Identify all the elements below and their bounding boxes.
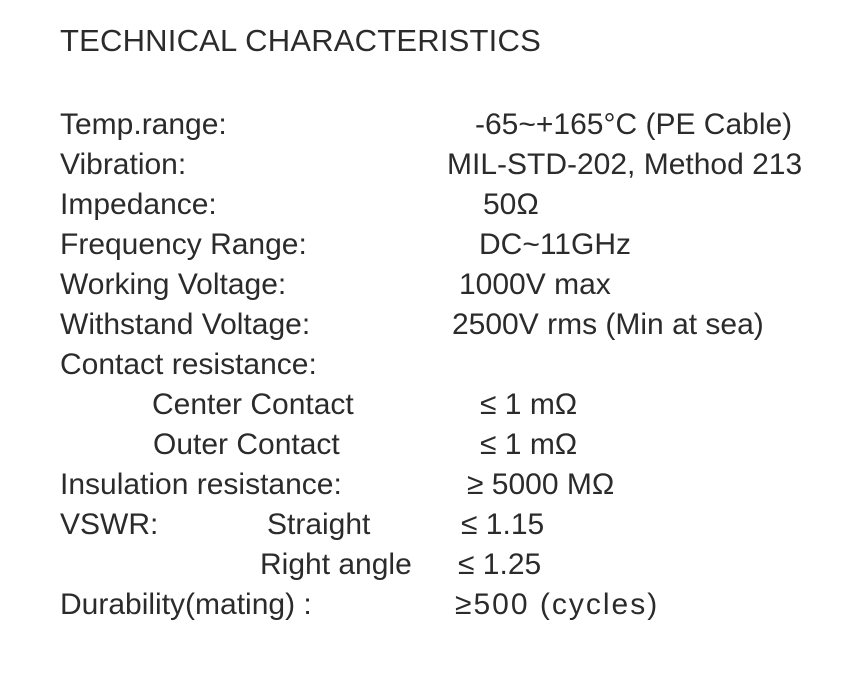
spec-value: ≥ 5000 MΩ (467, 468, 615, 501)
spec-value: MIL-STD-202, Method 213 (447, 148, 803, 181)
spec-row-working-voltage (0, 265, 847, 305)
spec-list (0, 105, 847, 625)
spec-value: DC~11GHz (479, 228, 631, 261)
spec-row-frequency-range (0, 225, 847, 265)
spec-value: ≤ 1 mΩ (480, 428, 578, 461)
spec-row-insulation-resistance (0, 465, 847, 505)
spec-value: ≤ 1 mΩ (480, 388, 578, 421)
spec-label: Frequency Range: (60, 228, 307, 261)
page-title: TECHNICAL CHARACTERISTICS (60, 23, 541, 58)
spec-row-vibration (0, 145, 847, 185)
spec-label: VSWR: (60, 508, 159, 541)
spec-row-vswr-right-angle (0, 545, 847, 585)
spec-sublabel: Right angle (260, 548, 412, 581)
spec-row-temp-range (0, 105, 847, 145)
spec-value: 50Ω (483, 188, 539, 221)
spec-sublabel: Outer Contact (153, 428, 340, 461)
spec-row-outer-contact (0, 425, 847, 465)
spec-value: ≤ 1.15 (461, 508, 545, 541)
spec-row-vswr-straight (0, 505, 847, 545)
spec-label: Insulation resistance: (60, 468, 342, 501)
spec-row-contact-resistance (0, 345, 847, 385)
spec-value: ≥500 (cycles) (455, 588, 660, 621)
spec-label: Durability(mating) : (60, 588, 312, 621)
spec-value: 2500V rms (Min at sea) (452, 308, 764, 341)
spec-sublabel: Center Contact (152, 388, 354, 421)
spec-row-center-contact (0, 385, 847, 425)
spec-sublabel: Straight (267, 508, 371, 541)
spec-label: Contact resistance: (60, 348, 317, 381)
spec-label: Temp.range: (60, 108, 227, 141)
spec-value: -65~+165°C (PE Cable) (475, 108, 793, 141)
spec-value: ≤ 1.25 (458, 548, 542, 581)
spec-label: Withstand Voltage: (60, 308, 311, 341)
spec-row-impedance (0, 185, 847, 225)
spec-value: 1000V max (459, 268, 611, 301)
spec-label: Vibration: (60, 148, 187, 181)
spec-label: Working Voltage: (60, 268, 287, 301)
spec-row-withstand-voltage (0, 305, 847, 345)
spec-label: Impedance: (60, 188, 217, 221)
spec-row-durability (0, 585, 847, 625)
